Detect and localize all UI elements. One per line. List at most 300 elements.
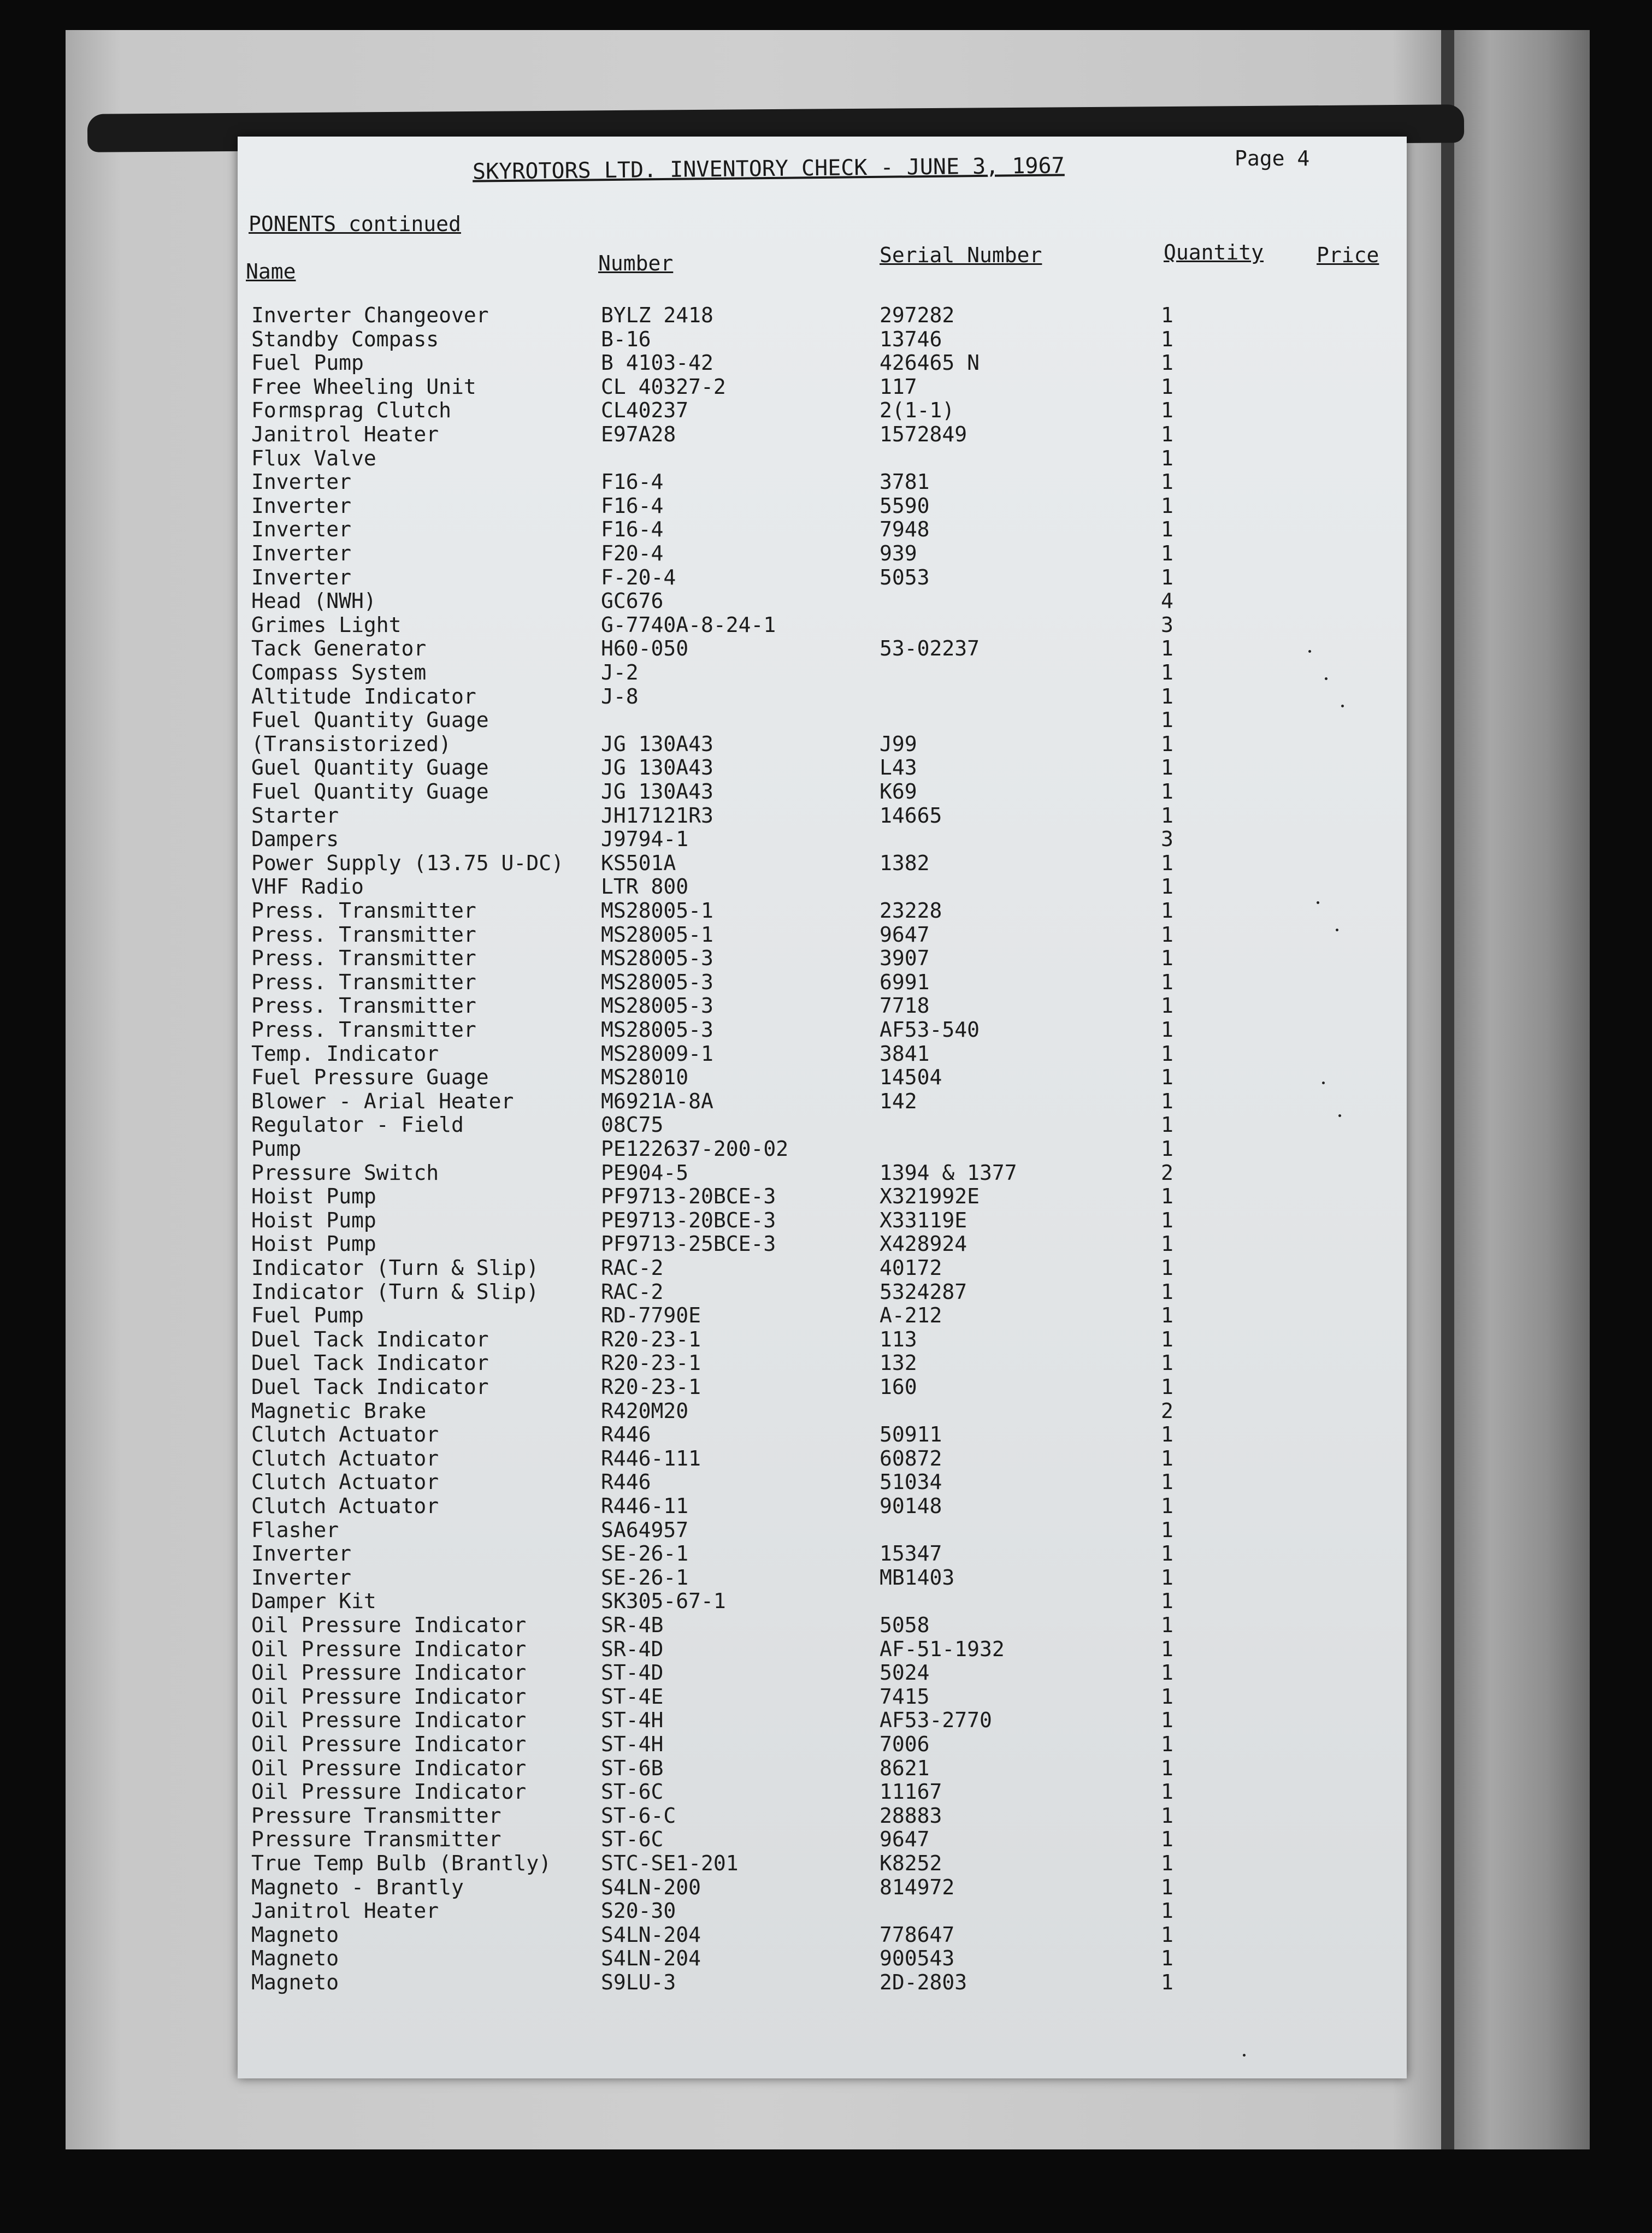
- part-number: PF9713-25BCE-3: [601, 1232, 776, 1256]
- part-number: CL40237: [601, 398, 689, 423]
- serial-number: 8621: [880, 1756, 930, 1780]
- table-row: [238, 1804, 1407, 1828]
- quantity-value: 1: [1161, 446, 1173, 470]
- item-name: Magnetic Brake: [251, 1398, 427, 1423]
- item-name: Oil Pressure Indicator: [251, 1708, 527, 1733]
- table-row: [238, 1685, 1407, 1709]
- table-row: [238, 923, 1407, 947]
- item-name: Standby Compass: [251, 327, 439, 351]
- part-number: M6921A-8A: [601, 1089, 713, 1113]
- table-row: [238, 303, 1407, 327]
- quantity-value: 1: [1161, 1113, 1173, 1137]
- quantity-value: 1: [1161, 1851, 1173, 1875]
- page-number: Page 4: [1235, 146, 1310, 170]
- serial-number: 3907: [880, 946, 930, 971]
- table-row: [238, 1208, 1407, 1232]
- part-number: R420M20: [601, 1398, 689, 1423]
- quantity-value: 1: [1161, 1541, 1173, 1566]
- part-number: ST-4D: [601, 1661, 664, 1685]
- item-name: Inverter: [251, 470, 352, 494]
- serial-number: 5053: [880, 565, 930, 589]
- serial-number: 53-02237: [880, 636, 980, 661]
- table-row: [238, 1232, 1407, 1256]
- item-name: Formsprag Clutch: [251, 398, 452, 423]
- serial-number: 7718: [880, 994, 930, 1018]
- column-header-price: Price: [1317, 243, 1379, 267]
- table-row: [238, 1566, 1407, 1590]
- item-name: Oil Pressure Indicator: [251, 1756, 527, 1780]
- serial-number: 160: [880, 1375, 917, 1399]
- quantity-value: 1: [1161, 708, 1173, 732]
- table-row: [238, 1970, 1407, 1994]
- part-number: J9794-1: [601, 827, 689, 852]
- part-number: J-2: [601, 660, 639, 684]
- dust-speck: [1317, 901, 1319, 904]
- item-name: Pressure Switch: [251, 1160, 439, 1185]
- item-name: Duel Tack Indicator: [251, 1375, 489, 1399]
- table-row: [238, 1589, 1407, 1613]
- quantity-value: 1: [1161, 1375, 1173, 1399]
- part-number: MS28005-1: [601, 899, 713, 923]
- table-row: [238, 1137, 1407, 1161]
- table-row: [238, 660, 1407, 684]
- part-number: LTR 800: [601, 875, 689, 899]
- part-number: R20-23-1: [601, 1351, 701, 1375]
- part-number: CL 40327-2: [601, 374, 726, 399]
- item-name: True Temp Bulb (Brantly): [251, 1851, 552, 1875]
- table-row: [238, 1303, 1407, 1327]
- serial-number: AF53-540: [880, 1018, 980, 1042]
- table-row: [238, 875, 1407, 899]
- item-name: Pump: [251, 1137, 302, 1161]
- serial-number: 939: [880, 541, 917, 565]
- serial-number: 40172: [880, 1256, 942, 1280]
- item-name: Press. Transmitter: [251, 970, 476, 994]
- serial-number: 5324287: [880, 1279, 967, 1304]
- table-row: [238, 1875, 1407, 1899]
- table-row: [238, 589, 1407, 613]
- part-number: ST-4E: [601, 1684, 664, 1709]
- table-row: [238, 1113, 1407, 1137]
- part-number: ST-6C: [601, 1780, 664, 1804]
- part-number: R446-111: [601, 1446, 701, 1470]
- quantity-value: 1: [1161, 1565, 1173, 1590]
- serial-number: 14504: [880, 1065, 942, 1090]
- item-name: Flasher: [251, 1517, 339, 1542]
- dust-speck: [1336, 929, 1338, 931]
- item-name: Fuel Pump: [251, 351, 364, 375]
- part-number: RAC-2: [601, 1256, 664, 1280]
- serial-number: 3781: [880, 470, 930, 494]
- serial-number: 7415: [880, 1684, 930, 1709]
- part-number: F16-4: [601, 493, 664, 518]
- table-row: [238, 446, 1407, 470]
- item-name: Oil Pressure Indicator: [251, 1613, 527, 1637]
- quantity-value: 1: [1161, 1494, 1173, 1518]
- dust-speck: [1243, 2054, 1246, 2057]
- quantity-value: 1: [1161, 1137, 1173, 1161]
- item-name: Altitude Indicator: [251, 684, 476, 708]
- part-number: JH17121R3: [601, 803, 713, 828]
- quantity-value: 1: [1161, 1351, 1173, 1375]
- item-name: VHF Radio: [251, 875, 364, 899]
- quantity-value: 1: [1161, 1470, 1173, 1494]
- part-number: STC-SE1-201: [601, 1851, 739, 1875]
- table-row: [238, 375, 1407, 399]
- part-number: ST-4H: [601, 1732, 664, 1756]
- table-row: [238, 1089, 1407, 1113]
- quantity-value: 1: [1161, 351, 1173, 375]
- serial-number: L43: [880, 755, 917, 780]
- quantity-value: 1: [1161, 493, 1173, 518]
- dust-speck: [1341, 705, 1344, 707]
- part-number: S4LN-204: [601, 1922, 701, 1947]
- serial-number: 14665: [880, 803, 942, 828]
- serial-number: J99: [880, 731, 917, 756]
- table-row: [238, 565, 1407, 589]
- table-row: [238, 327, 1407, 351]
- item-name: Pressure Transmitter: [251, 1803, 502, 1828]
- quantity-value: 1: [1161, 1446, 1173, 1470]
- quantity-value: 1: [1161, 755, 1173, 780]
- serial-number: 113: [880, 1327, 917, 1351]
- inventory-page: [238, 137, 1407, 2078]
- quantity-value: 1: [1161, 1422, 1173, 1447]
- part-number: MS28005-3: [601, 994, 713, 1018]
- item-name: Press. Transmitter: [251, 994, 476, 1018]
- table-row: [238, 1065, 1407, 1089]
- item-name: Starter: [251, 803, 339, 828]
- item-name: Fuel Pressure Guage: [251, 1065, 489, 1090]
- table-row: [238, 351, 1407, 375]
- item-name: Magneto: [251, 1970, 339, 1994]
- serial-number: 28883: [880, 1803, 942, 1828]
- part-number: SA64957: [601, 1517, 689, 1542]
- quantity-value: 2: [1161, 1398, 1173, 1423]
- part-number: G-7740A-8-24-1: [601, 612, 776, 637]
- part-number: S4LN-200: [601, 1875, 701, 1899]
- quantity-value: 1: [1161, 1899, 1173, 1923]
- part-number: R20-23-1: [601, 1327, 701, 1351]
- serial-number: 142: [880, 1089, 917, 1113]
- item-name: Clutch Actuator: [251, 1422, 439, 1447]
- item-name: Duel Tack Indicator: [251, 1351, 489, 1375]
- part-number: S9LU-3: [601, 1970, 676, 1994]
- item-name: Oil Pressure Indicator: [251, 1732, 527, 1756]
- part-number: RD-7790E: [601, 1303, 701, 1328]
- table-row: [238, 1851, 1407, 1875]
- table-row: [238, 970, 1407, 994]
- part-number: GC676: [601, 589, 664, 613]
- table-row: [238, 1613, 1407, 1637]
- item-name: Flux Valve: [251, 446, 376, 470]
- item-name: Oil Pressure Indicator: [251, 1637, 527, 1661]
- item-name: Janitrol Heater: [251, 1899, 439, 1923]
- table-row: [238, 1732, 1407, 1756]
- item-name: Magneto - Brantly: [251, 1875, 464, 1899]
- quantity-value: 1: [1161, 327, 1173, 351]
- serial-number: X428924: [880, 1232, 967, 1256]
- part-number: SE-26-1: [601, 1541, 689, 1566]
- serial-number: 6991: [880, 970, 930, 994]
- item-name: Power Supply (13.75 U-DC): [251, 850, 564, 875]
- quantity-value: 1: [1161, 541, 1173, 565]
- serial-number: 5058: [880, 1613, 930, 1637]
- part-number: PE9713-20BCE-3: [601, 1208, 776, 1232]
- table-row: [238, 827, 1407, 851]
- table-row: [238, 899, 1407, 923]
- table-row: [238, 851, 1407, 875]
- item-name: Oil Pressure Indicator: [251, 1684, 527, 1709]
- table-row: [238, 1923, 1407, 1947]
- serial-number: 297282: [880, 303, 955, 327]
- quantity-value: 2: [1161, 1160, 1173, 1185]
- column-header-serial: Serial Number: [880, 243, 1042, 267]
- serial-number: 117: [880, 374, 917, 399]
- quantity-value: 1: [1161, 1041, 1173, 1066]
- item-name: (Transistorized): [251, 731, 452, 756]
- serial-number: 2D-2803: [880, 1970, 967, 1994]
- table-row: [238, 779, 1407, 804]
- section-heading: PONENTS continued: [249, 212, 461, 236]
- quantity-value: 1: [1161, 1970, 1173, 1994]
- table-row: [238, 1018, 1407, 1042]
- table-row: [238, 1541, 1407, 1566]
- item-name: Guel Quantity Guage: [251, 755, 489, 780]
- serial-number: 13746: [880, 327, 942, 351]
- column-header-quantity: Quantity: [1164, 240, 1264, 264]
- quantity-value: 1: [1161, 1756, 1173, 1780]
- serial-number: 1382: [880, 850, 930, 875]
- quantity-value: 1: [1161, 1708, 1173, 1733]
- quantity-value: 1: [1161, 803, 1173, 828]
- column-header-name: Name: [246, 259, 296, 283]
- serial-number: 90148: [880, 1494, 942, 1518]
- quantity-value: 1: [1161, 1875, 1173, 1899]
- quantity-value: 1: [1161, 398, 1173, 423]
- table-row: [238, 946, 1407, 970]
- table-row: [238, 684, 1407, 708]
- item-name: Free Wheeling Unit: [251, 374, 476, 399]
- item-name: Fuel Pump: [251, 1303, 364, 1328]
- serial-number: 9647: [880, 922, 930, 947]
- serial-number: 2(1-1): [880, 398, 955, 423]
- item-name: Temp. Indicator: [251, 1041, 439, 1066]
- item-name: Hoist Pump: [251, 1208, 376, 1232]
- quantity-value: 1: [1161, 1065, 1173, 1090]
- table-row: [238, 494, 1407, 518]
- dust-speck: [1322, 1082, 1325, 1084]
- quantity-value: 1: [1161, 470, 1173, 494]
- item-name: Oil Pressure Indicator: [251, 1780, 527, 1804]
- dust-speck: [1308, 650, 1311, 653]
- quantity-value: 1: [1161, 1018, 1173, 1042]
- column-header-number: Number: [598, 251, 674, 275]
- serial-number: 5024: [880, 1661, 930, 1685]
- dust-speck: [1338, 1114, 1341, 1117]
- item-name: Magneto: [251, 1946, 339, 1971]
- quantity-value: 1: [1161, 1613, 1173, 1637]
- item-name: Fuel Quantity Guage: [251, 708, 489, 732]
- table-row: [238, 1827, 1407, 1851]
- part-number: R446: [601, 1422, 651, 1447]
- part-number: R20-23-1: [601, 1375, 701, 1399]
- part-number: R446: [601, 1470, 651, 1494]
- table-row: [238, 541, 1407, 565]
- part-number: SR-4B: [601, 1613, 664, 1637]
- quantity-value: 1: [1161, 946, 1173, 971]
- quantity-value: 1: [1161, 779, 1173, 804]
- item-name: Damper Kit: [251, 1589, 376, 1614]
- quantity-value: 1: [1161, 660, 1173, 684]
- quantity-value: 1: [1161, 684, 1173, 708]
- table-row: [238, 1351, 1407, 1375]
- item-name: Grimes Light: [251, 612, 402, 637]
- serial-number: AF53-2770: [880, 1708, 992, 1733]
- quantity-value: 3: [1161, 827, 1173, 852]
- table-row: [238, 1375, 1407, 1399]
- item-name: Pressure Transmitter: [251, 1827, 502, 1852]
- item-name: Indicator (Turn & Slip): [251, 1256, 539, 1280]
- table-row: [238, 1042, 1407, 1066]
- item-name: Indicator (Turn & Slip): [251, 1279, 539, 1304]
- part-number: SR-4D: [601, 1637, 664, 1661]
- quantity-value: 1: [1161, 922, 1173, 947]
- part-number: S4LN-204: [601, 1946, 701, 1971]
- serial-number: 426465 N: [880, 351, 980, 375]
- quantity-value: 1: [1161, 1589, 1173, 1614]
- table-row: [238, 1161, 1407, 1185]
- part-number: JG 130A43: [601, 779, 713, 804]
- item-name: Inverter: [251, 493, 352, 518]
- quantity-value: 1: [1161, 1089, 1173, 1113]
- table-row: [238, 1256, 1407, 1280]
- serial-number: 50911: [880, 1422, 942, 1447]
- table-row: [238, 398, 1407, 422]
- serial-number: AF-51-1932: [880, 1637, 1005, 1661]
- item-name: Inverter: [251, 1565, 352, 1590]
- item-name: Clutch Actuator: [251, 1446, 439, 1470]
- item-name: Head (NWH): [251, 589, 376, 613]
- inventory-table: [238, 137, 1407, 2078]
- part-number: MS28009-1: [601, 1041, 713, 1066]
- quantity-value: 1: [1161, 1803, 1173, 1828]
- item-name: Janitrol Heater: [251, 422, 439, 446]
- quantity-value: 1: [1161, 1303, 1173, 1328]
- quantity-value: 1: [1161, 1661, 1173, 1685]
- serial-number: 11167: [880, 1780, 942, 1804]
- table-row: [238, 1399, 1407, 1423]
- table-row: [238, 994, 1407, 1018]
- dust-speck: [1325, 677, 1328, 680]
- quantity-value: 1: [1161, 636, 1173, 661]
- part-number: SE-26-1: [601, 1565, 689, 1590]
- item-name: Dampers: [251, 827, 339, 852]
- serial-number: 814972: [880, 1875, 955, 1899]
- part-number: ST-6C: [601, 1827, 664, 1852]
- serial-number: 51034: [880, 1470, 942, 1494]
- serial-number: 5590: [880, 493, 930, 518]
- quantity-value: 1: [1161, 374, 1173, 399]
- table-row: [238, 1780, 1407, 1804]
- part-number: ST-6B: [601, 1756, 664, 1780]
- part-number: BYLZ 2418: [601, 303, 713, 327]
- item-name: Hoist Pump: [251, 1232, 376, 1256]
- item-name: Inverter: [251, 541, 352, 565]
- serial-number: X321992E: [880, 1184, 980, 1209]
- table-row: [238, 708, 1407, 732]
- table-row: [238, 1422, 1407, 1446]
- table-row: [238, 804, 1407, 828]
- item-name: Clutch Actuator: [251, 1470, 439, 1494]
- item-name: Inverter: [251, 1541, 352, 1566]
- item-name: Blower - Arial Heater: [251, 1089, 514, 1113]
- table-row: [238, 1327, 1407, 1351]
- document-title: SKYROTORS LTD. INVENTORY CHECK - JUNE 3, 1967: [472, 153, 1065, 185]
- item-name: Compass System: [251, 660, 427, 684]
- part-number: MS28005-3: [601, 1018, 713, 1042]
- item-name: Fuel Quantity Guage: [251, 779, 489, 804]
- part-number: MS28005-3: [601, 946, 713, 971]
- film-edge-shadow: [1441, 30, 1454, 2149]
- quantity-value: 1: [1161, 422, 1173, 446]
- part-number: F16-4: [601, 517, 664, 542]
- table-row: [238, 1446, 1407, 1470]
- serial-number: 132: [880, 1351, 917, 1375]
- part-number: KS501A: [601, 850, 676, 875]
- item-name: Regulator - Field: [251, 1113, 464, 1137]
- table-row: [238, 422, 1407, 446]
- table-row: [238, 755, 1407, 779]
- quantity-value: 1: [1161, 970, 1173, 994]
- part-number: JG 130A43: [601, 755, 713, 780]
- serial-number: 900543: [880, 1946, 955, 1971]
- serial-number: 3841: [880, 1041, 930, 1066]
- item-name: Oil Pressure Indicator: [251, 1661, 527, 1685]
- quantity-value: 1: [1161, 994, 1173, 1018]
- serial-number: 60872: [880, 1446, 942, 1470]
- part-number: E97A28: [601, 422, 676, 446]
- quantity-value: 1: [1161, 1922, 1173, 1947]
- table-row: [238, 1518, 1407, 1542]
- part-number: RAC-2: [601, 1279, 664, 1304]
- quantity-value: 1: [1161, 1732, 1173, 1756]
- table-row: [238, 613, 1407, 637]
- quantity-value: 1: [1161, 1946, 1173, 1971]
- serial-number: 23228: [880, 899, 942, 923]
- item-name: Press. Transmitter: [251, 899, 476, 923]
- quantity-value: 1: [1161, 1517, 1173, 1542]
- item-name: Press. Transmitter: [251, 922, 476, 947]
- table-row: [238, 1280, 1407, 1304]
- table-row: [238, 1661, 1407, 1685]
- quantity-value: 1: [1161, 1637, 1173, 1661]
- part-number: B-16: [601, 327, 651, 351]
- part-number: PF9713-20BCE-3: [601, 1184, 776, 1209]
- part-number: R446-11: [601, 1494, 689, 1518]
- quantity-value: 1: [1161, 565, 1173, 589]
- serial-number: MB1403: [880, 1565, 955, 1590]
- item-name: Magneto: [251, 1922, 339, 1947]
- quantity-value: 1: [1161, 1780, 1173, 1804]
- table-row: [238, 1470, 1407, 1494]
- serial-number: 7006: [880, 1732, 930, 1756]
- quantity-value: 1: [1161, 1279, 1173, 1304]
- film-edge-strip: [1448, 30, 1590, 2149]
- part-number: PE122637-200-02: [601, 1137, 789, 1161]
- quantity-value: 1: [1161, 899, 1173, 923]
- table-row: [238, 1756, 1407, 1780]
